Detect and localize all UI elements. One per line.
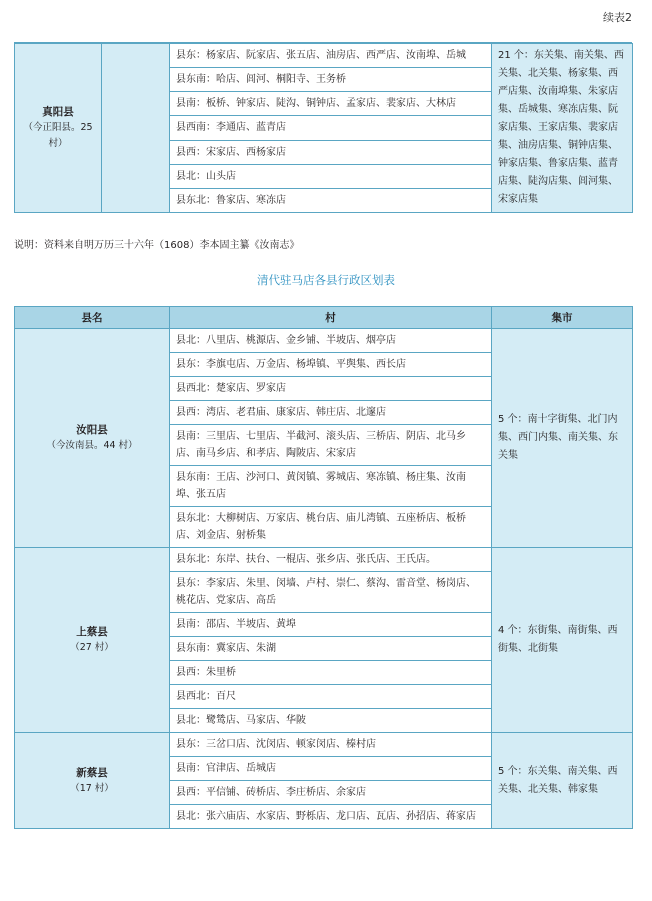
- village-cell: 县西：朱里桥: [170, 661, 492, 685]
- table-row: [15, 329, 633, 353]
- village-cell: 县西北：百尺: [170, 685, 492, 709]
- table-row: [15, 548, 633, 572]
- market-cell: 21 个：东关集、南关集、西关集、北关集、杨家集、西严店集、汝南埠集、朱家店集、岳城集、寒冻店集、阮家店集、王家店集、裴家店集、油房店集、铜钟店集、钟家店集、鲁家店集、蓝青店集、陡沟店集、闾河集、宋家店集: [492, 44, 633, 213]
- county-cell: [15, 733, 170, 829]
- source-note: 说明：资料来自明万历三十六年（1608）李本固主纂《汝南志》: [14, 240, 300, 251]
- table2-title: 清代驻马店各县行政区划表: [257, 273, 395, 287]
- header-county: 县名: [15, 307, 170, 329]
- county-name: 汝阳县: [76, 424, 108, 436]
- header-market: 集市: [492, 307, 633, 329]
- county-note: （今正阳县。25 村）: [23, 122, 93, 149]
- village-cell: 县西：宋家店、西杨家店: [170, 140, 492, 164]
- village-cell: 县北：张六庙店、水家店、野栎店、龙口店、瓦店、孙招店、蒋家店: [170, 805, 492, 829]
- village-cell: 县东：李家店、朱里、闵墙、卢村、崇仁、蔡沟、雷音堂、杨岗店、桃花店、党家店、高岳: [170, 572, 492, 613]
- table-zhenyang: [14, 43, 633, 213]
- market-cell: 5 个：南十字街集、北门内集、西门内集、南关集、东关集: [492, 329, 633, 548]
- village-cell: 县东：李旗屯店、万金店、杨埠镇、平舆集、西长店: [170, 353, 492, 377]
- table-row: [15, 733, 633, 757]
- village-cell: 县东北：大柳树店、万家店、桃台店、庙儿湾镇、五座桥店、板桥店、刘金店、射桥集: [170, 507, 492, 548]
- header-row: [15, 307, 633, 329]
- county-name: 真阳县: [42, 106, 74, 118]
- continuation-label: 续表2: [603, 11, 632, 24]
- county-note: （17 村）: [70, 782, 114, 794]
- village-cell: 县北：山头店: [170, 164, 492, 188]
- village-cell: 县南：三里店、七里店、半截河、滚头店、三桥店、阴店、北马乡店、南马乡店、和孝店、陶陂店、宋家店: [170, 425, 492, 466]
- table-row: [15, 44, 633, 68]
- village-cell: 县东：三岔口店、沈闵店、顿家闵店、榛村店: [170, 733, 492, 757]
- village-cell: 县东南：哈店、闾河、桐阳寺、王务桥: [170, 68, 492, 92]
- blank-cell: [102, 44, 170, 213]
- village-cell: 县东：杨家店、阮家店、张五店、油房店、西严店、汝南埠、岳城: [170, 44, 492, 68]
- village-cell: 县北：鹭鸶店、马家店、华陂: [170, 709, 492, 733]
- county-cell: [15, 329, 170, 548]
- village-cell: 县东南：王店、沙河口、黄闵镇、雾城店、寒冻镇、杨庄集、汝南埠、张五店: [170, 466, 492, 507]
- village-cell: 县南：官津店、岳城店: [170, 757, 492, 781]
- county-name: 上蔡县: [76, 626, 108, 638]
- village-cell: 县东北：东岸、扶台、一棍店、张乡店、张氏店、王氏店。: [170, 548, 492, 572]
- village-cell: 县西南：李通店、蓝青店: [170, 116, 492, 140]
- county-cell: [15, 548, 170, 733]
- county-note: （27 村）: [70, 642, 114, 653]
- village-cell: 县西：平信铺、砖桥店、李庄桥店、余家店: [170, 781, 492, 805]
- village-cell: 县西北：楚家店、罗家店: [170, 377, 492, 401]
- village-cell: 县西：湾店、老君庙、康家店、韩庄店、北邃店: [170, 401, 492, 425]
- market-cell: 4 个：东街集、南街集、西街集、北街集: [492, 548, 633, 733]
- village-cell: 县南：板桥、钟家店、陡沟、铜钟店、孟家店、裴家店、大林店: [170, 92, 492, 116]
- village-cell: 县北：八里店、桃源店、金乡铺、半坡店、烟亭店: [170, 329, 492, 353]
- header-village: 村: [170, 307, 492, 329]
- market-cell: 5 个：东关集、南关集、西关集、北关集、韩家集: [492, 733, 633, 829]
- county-cell: [15, 44, 102, 213]
- county-note: （今汝南县。44 村）: [46, 440, 138, 451]
- village-cell: 县南：邵店、半坡店、黄埠: [170, 613, 492, 637]
- table-qing-counties: [14, 306, 633, 829]
- village-cell: 县东南：冀家店、朱湖: [170, 637, 492, 661]
- county-name: 新蔡县: [76, 766, 108, 779]
- village-cell: 县东北：鲁家店、寒冻店: [170, 188, 492, 212]
